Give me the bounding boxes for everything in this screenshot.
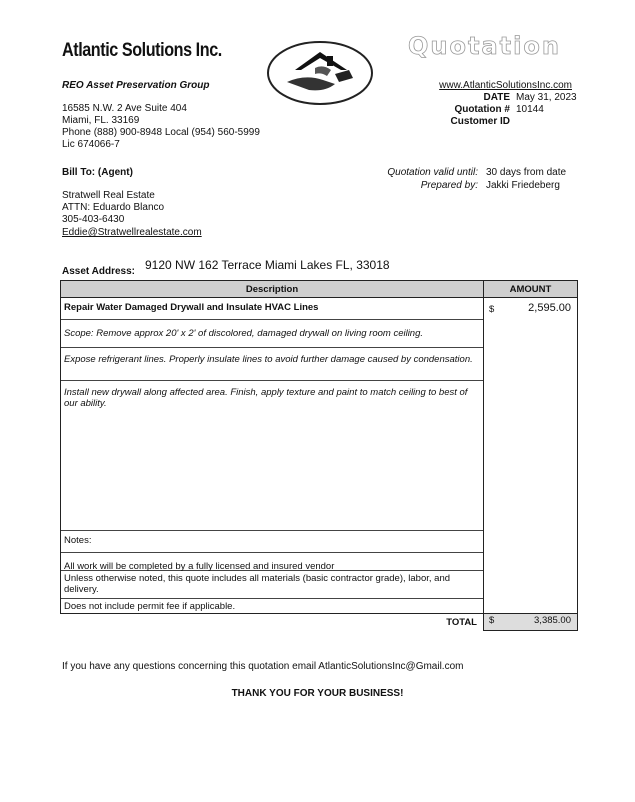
asset-address-value: 9120 NW 162 Terrace Miami Lakes FL, 33018 — [145, 258, 390, 272]
description-column — [61, 298, 484, 614]
company-address-line: Miami, FL. 33169 — [62, 115, 140, 126]
total-value: 3,385.00 — [534, 615, 571, 626]
item-currency: $ — [489, 304, 495, 315]
company-phone: Phone (888) 900-8948 Local (954) 560-5999 — [62, 127, 260, 138]
prepared-by-label: Prepared by: — [420, 180, 478, 191]
bill-to-line: Stratwell Real Estate — [62, 190, 155, 201]
amount-column — [484, 298, 578, 614]
note-line: Unless otherwise noted, this quote includes all materials (basic contractor grade), labor, and delivery. — [61, 571, 483, 599]
note-line: All work will be completed by a fully licensed and insured vendor — [61, 553, 483, 571]
total-cell — [484, 614, 578, 631]
date-label: DATE — [483, 92, 510, 103]
company-group: REO Asset Preservation Group — [62, 80, 210, 91]
item-scope: Scope: Remove approx 20' x 2' of discolored, damaged drywall on living room ceiling. — [61, 320, 483, 348]
document-title: Quotation — [408, 32, 561, 60]
amount-header: AMOUNT — [484, 281, 578, 298]
company-website-link[interactable]: www.AtlanticSolutionsInc.com — [439, 80, 572, 91]
bill-to-line: ATTN: Eduardo Blanco — [62, 202, 165, 213]
quotation-table — [60, 280, 578, 631]
item-step: Install new drywall along affected area. Finish, apply texture and paint to match ceiling to best of our ability. — [61, 381, 483, 531]
valid-until-label: Quotation valid until: — [387, 167, 478, 178]
valid-until-value: 30 days from date — [486, 167, 567, 178]
note-line: Does not include permit fee if applicable. — [64, 601, 236, 612]
quotation-number-label: Quotation # — [454, 104, 510, 115]
prepared-by-value: Jakki Friedeberg — [486, 180, 560, 191]
total-currency: $ — [489, 615, 495, 626]
description-header: Description — [61, 281, 484, 298]
bill-to-phone: 305-403-6430 — [62, 214, 125, 225]
company-logo — [265, 40, 375, 109]
asset-address-label: Asset Address: — [62, 266, 135, 277]
item-amount: 2,595.00 — [528, 302, 571, 314]
thank-you-message: THANK YOU FOR YOUR BUSINESS! — [231, 688, 404, 699]
bill-to-label: Bill To: (Agent) — [62, 167, 133, 178]
bill-to-email-link[interactable]: Eddie@Stratwellrealestate.com — [62, 227, 202, 238]
quotation-number-value: 10144 — [516, 104, 544, 115]
company-address-line: 16585 N.W. 2 Ave Suite 404 — [62, 103, 187, 114]
customer-id-label: Customer ID — [450, 116, 510, 127]
company-name: Atlantic Solutions Inc. — [62, 40, 222, 61]
company-license: Lic 674066-7 — [62, 139, 120, 150]
item-step: Expose refrigerant lines. Properly insulate lines to avoid further damage caused by condensation. — [61, 348, 483, 381]
date-value: May 31, 2023 — [516, 92, 577, 103]
item-title: Repair Water Damaged Drywall and Insulate HVAC Lines — [61, 298, 483, 320]
total-label: TOTAL — [61, 614, 484, 631]
questions-note: If you have any questions concerning this quotation email AtlanticSolutionsInc@Gmail.com — [62, 661, 464, 672]
notes-label: Notes: — [61, 531, 483, 553]
